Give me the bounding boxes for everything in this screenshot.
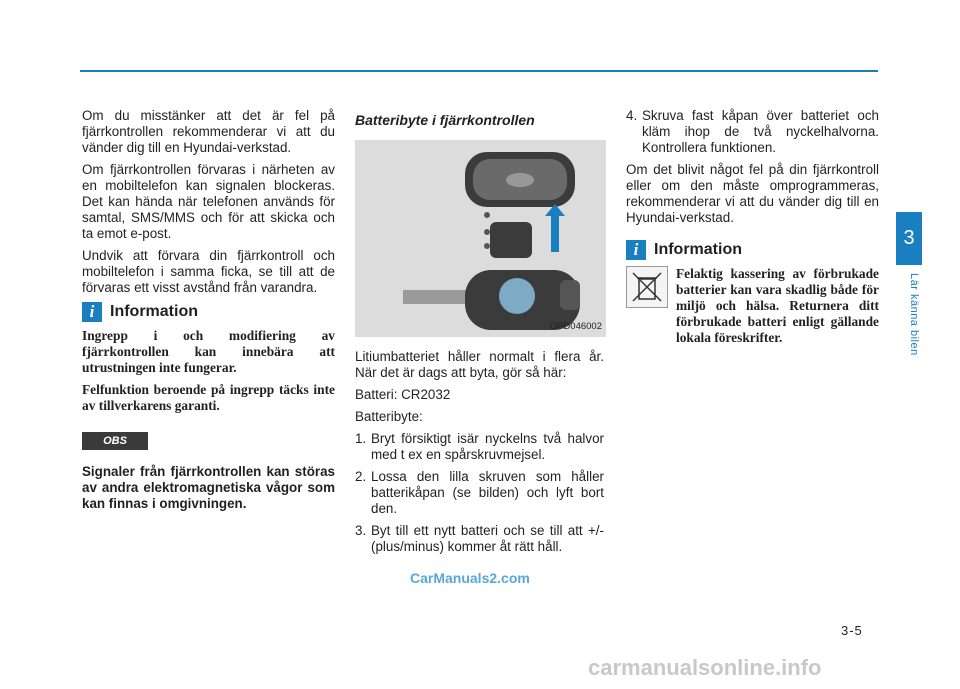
- paragraph: Batteribyte:: [355, 409, 423, 424]
- info-header: [82, 302, 335, 322]
- paragraph: Om det blivit något fel på din fjärrkontroll eller om den måste omprogrammeras, rekommenderar vi att du vänder dig till en Hyundai-verkstad.: [626, 162, 879, 225]
- info-text: Felfunktion beroende på ingrepp täcks inte av tillverkarens garanti.: [82, 382, 335, 413]
- watermark: CarManuals2.com: [410, 570, 530, 586]
- step-list-continued: [626, 108, 879, 156]
- paragraph: Undvik att förvara din fjärrkontroll och mobiltelefon i samma ficka, se till att de förvaras ett visst avstånd från varandra.: [82, 248, 335, 295]
- paragraph: Batteri: CR2032: [355, 387, 451, 402]
- column-3: [626, 108, 879, 352]
- info-title: Information: [110, 303, 198, 320]
- list-item: 3. Byt till ett nytt batteri och se till att +/- (plus/minus) kommer åt rätt håll.: [355, 523, 604, 554]
- info-title: Information: [654, 241, 742, 258]
- obs-badge: OBS: [82, 432, 148, 450]
- info-icon: i: [626, 240, 646, 260]
- info-box: [626, 266, 879, 352]
- list-item: 4. Skruva fast kåpan över batteriet och kläm ihop de två nyckelhalvorna. Kontrollera funktionen.: [626, 108, 879, 155]
- paragraph: Litiumbatteriet håller normalt i flera år. När det är dags att byta, gör så här:: [355, 349, 604, 380]
- info-icon: i: [82, 302, 102, 322]
- chapter-tab: 3: [896, 212, 922, 265]
- crossed-bin-icon: [626, 266, 668, 308]
- image-code: OPD046002: [549, 321, 602, 332]
- header-rule: [80, 70, 878, 72]
- watermark: carmanualsonline.info: [588, 655, 822, 680]
- list-item: 1. Bryt försiktigt isär nyckelns två halvor med t ex en spårskruvmejsel.: [355, 431, 604, 462]
- paragraph: Om du misstänker att det är fel på fjärrkontrollen rekommenderar vi att du vänder dig till en Hyundai-verkstad.: [82, 108, 335, 155]
- chapter-side-label: Lär känna bilen: [908, 273, 920, 356]
- page-number: 3-5: [841, 623, 863, 638]
- column-1: [82, 108, 335, 518]
- obs-text: Signaler från fjärrkontrollen kan störas av andra elektromagnetiska vågor som kan finnas i omgivningen.: [82, 464, 335, 511]
- info-text: Felaktig kassering av förbrukade batterier kan vara skadlig både för miljö och hälsa. Returnera ditt förbrukade batteri enligt gällande lokala föreskrifter.: [676, 266, 879, 345]
- section-heading: Batteribyte i fjärrkontrollen: [355, 112, 535, 128]
- column-2: [355, 108, 604, 561]
- key-battery-illustration: [355, 140, 606, 337]
- info-text: Ingrepp i och modifiering av fjärrkontrollen kan innebära att utrustningen inte fungerar.: [82, 328, 335, 375]
- paragraph: Om fjärrkontrollen förvaras i närheten av en mobiltelefon kan signalen blockeras. Det kan hända när telefonen används för samtal, SMS/MMS och för att skicka och ta emot e-post.: [82, 162, 335, 241]
- info-header: [626, 240, 879, 260]
- list-item: 2. Lossa den lilla skruven som håller batterikåpan (se bilden) och lyft bort den.: [355, 469, 604, 516]
- key-fob-drawing: [355, 140, 606, 337]
- step-list: [355, 431, 604, 555]
